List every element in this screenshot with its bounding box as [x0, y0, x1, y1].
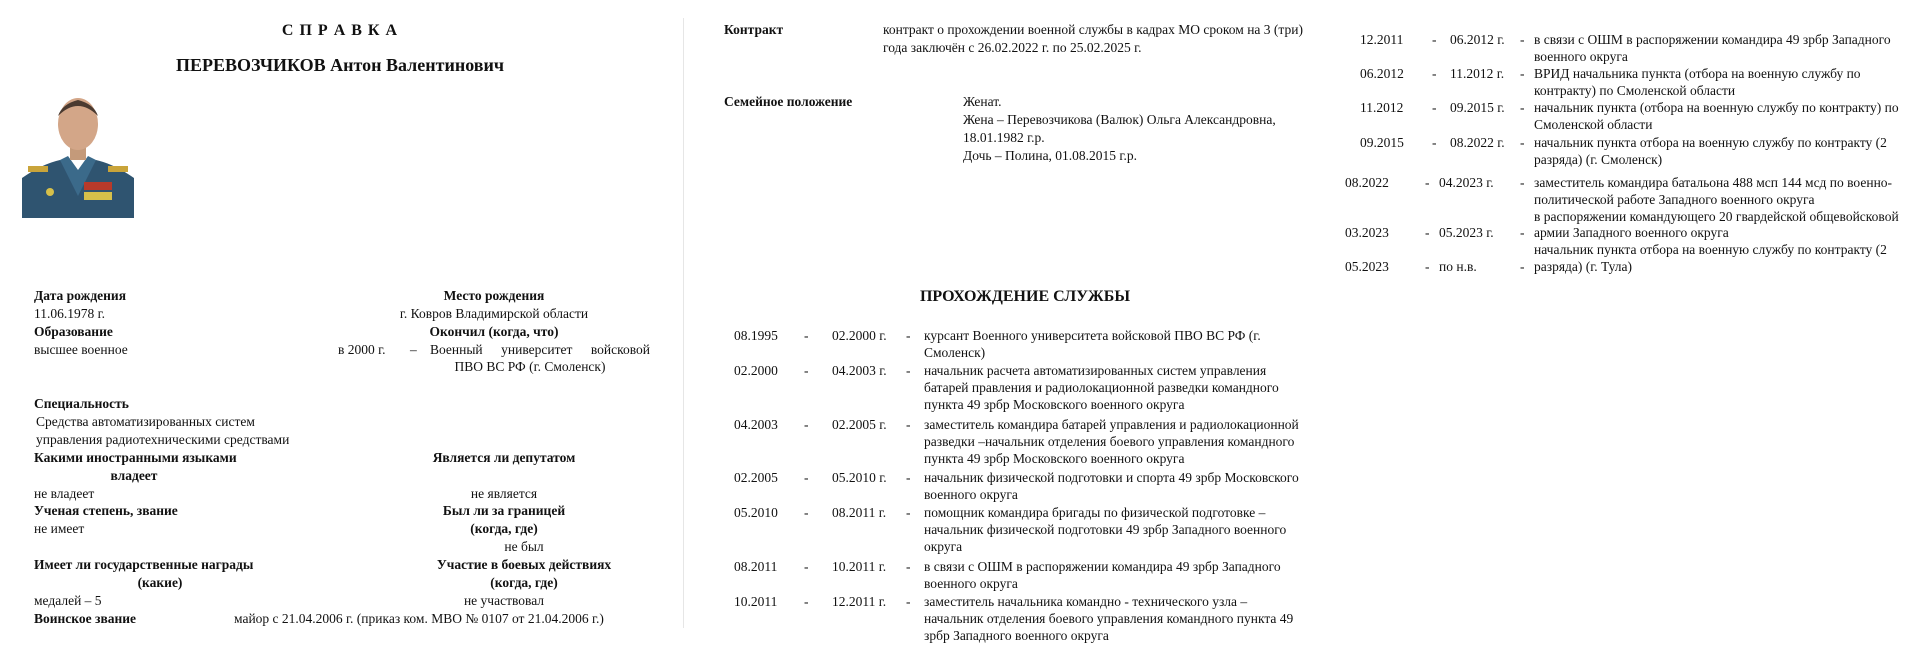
- service-date-from: 08.2011: [734, 559, 778, 574]
- specialty-line-1: Средства автоматизированных систем: [36, 414, 255, 429]
- awards-value: медалей – 5: [34, 593, 102, 608]
- service-date-dash: -: [1425, 259, 1430, 274]
- service-text-line: военного округа: [924, 487, 1018, 502]
- service-date-from: 11.2012: [1360, 100, 1404, 115]
- combat-label-2: (когда, где): [490, 575, 558, 590]
- service-text-dash: -: [1520, 175, 1525, 190]
- service-text-dash: -: [906, 505, 911, 520]
- languages-label: Какими иностранными языками: [34, 450, 237, 465]
- family-line-4: Дочь – Полина, 01.08.2015 г.р.: [963, 148, 1137, 163]
- service-text-dash: -: [1520, 66, 1525, 81]
- service-date-from: 03.2023: [1345, 225, 1389, 240]
- awards-label-2: (какие): [137, 575, 183, 590]
- languages-value: не владеет: [34, 486, 95, 501]
- service-text-line: Смоленск): [924, 345, 986, 360]
- service-text-line: контракту) по Смоленской области: [1534, 83, 1736, 98]
- service-date-to: 06.2012 г.: [1450, 32, 1505, 47]
- family-line-1: Женат.: [963, 94, 1002, 109]
- birth-date-value: 11.06.1978 г.: [34, 306, 106, 321]
- combat-value: не участвовал: [463, 593, 545, 608]
- service-date-to: 08.2022 г.: [1450, 135, 1505, 150]
- combat-label: Участие в боевых действиях: [436, 557, 612, 572]
- service-date-from: 12.2011: [1360, 32, 1404, 47]
- service-date-from: 10.2011: [734, 594, 778, 609]
- service-text-dash: -: [906, 417, 911, 432]
- service-text-line: политической работе Западного военного округа: [1534, 192, 1815, 207]
- languages-label-2: владеет: [110, 468, 158, 483]
- abroad-label: Был ли за границей: [442, 503, 566, 518]
- contract-label: Контракт: [724, 22, 784, 37]
- service-date-from: 02.2005: [734, 470, 778, 485]
- degree-value: не имеет: [34, 521, 85, 536]
- graduated-line-2: ПВО ВС РФ (г. Смоленск): [454, 359, 606, 374]
- service-date-dash: -: [804, 505, 809, 520]
- service-date-from: 04.2003: [734, 417, 778, 432]
- service-date-dash: -: [804, 328, 809, 343]
- service-text-line: пункта 49 зрбр Московского военного округа: [924, 451, 1185, 466]
- service-text-dash: -: [906, 328, 911, 343]
- degree-label: Ученая степень, звание: [34, 503, 178, 518]
- service-date-to: 05.2010 г.: [832, 470, 887, 485]
- service-text-line: зрбр Западного военного округа: [924, 628, 1109, 643]
- service-date-to: 09.2015 г.: [1450, 100, 1505, 115]
- contract-line-2: года заключён с 26.02.2022 г. по 25.02.2025 г.: [883, 40, 1142, 55]
- service-text-line: начальник физической подготовки 49 зрбр Западного военного: [924, 522, 1287, 537]
- service-date-to: 05.2023 г.: [1439, 225, 1494, 240]
- service-text-line: заместитель командира батальона 488 мсп 144 мсд по военно-: [1534, 175, 1893, 190]
- service-date-dash: -: [1432, 135, 1437, 150]
- service-text-line: заместитель командира батарей управления и радиолокационной: [924, 417, 1299, 432]
- service-date-to: 10.2011 г.: [832, 559, 887, 574]
- service-text-line: помощник командира бригады по физической подготовке –: [924, 505, 1266, 520]
- abroad-value: не был: [504, 539, 544, 554]
- service-text-line: курсант Военного университета войсковой ПВО ВС РФ (г.: [924, 328, 1261, 343]
- service-date-dash: -: [1432, 32, 1437, 47]
- service-text-line: округа: [924, 539, 963, 554]
- service-date-dash: -: [804, 363, 809, 378]
- service-text-line: заместитель начальника командно - технического узла –: [924, 594, 1248, 609]
- service-text-line: армии Западного военного округа: [1534, 225, 1729, 240]
- service-text-dash: -: [906, 363, 911, 378]
- service-text-line: начальник пункта отбора на военную службу по контракту (2: [1534, 135, 1887, 150]
- service-date-from: 06.2012: [1360, 66, 1404, 81]
- education-label: Образование: [34, 324, 113, 339]
- service-date-to: 04.2023 г.: [1439, 175, 1494, 190]
- service-title: ПРОХОЖДЕНИЕ СЛУЖБЫ: [919, 288, 1131, 305]
- service-text-line: в связи с ОШМ в распоряжении командира 49 зрбр Западного: [924, 559, 1281, 574]
- rank-value: майор с 21.04.2006 г. (приказ ком. МВО № 0107 от 21.04.2006 г.): [234, 611, 604, 626]
- service-text-line: в распоряжении командующего 20 гвардейской общевойсковой: [1534, 209, 1899, 224]
- service-date-from: 08.2022: [1345, 175, 1389, 190]
- birth-date-label: Дата рождения: [34, 288, 127, 303]
- service-text-line: военного округа: [1534, 49, 1628, 64]
- document-title: С П Р А В К А: [281, 22, 399, 39]
- service-date-from: 09.2015: [1360, 135, 1404, 150]
- service-date-dash: -: [1425, 175, 1430, 190]
- service-text-line: в связи с ОШМ в распоряжении командира 49 зрбр Западного: [1534, 32, 1891, 47]
- service-text-dash: -: [1520, 135, 1525, 150]
- service-date-from: 08.1995: [734, 328, 778, 343]
- service-date-to: 02.2000 г.: [832, 328, 887, 343]
- service-text-line: Смоленской области: [1534, 117, 1653, 132]
- specialty-line-2: управления радиотехническими средствами: [36, 432, 290, 447]
- service-text-dash: -: [906, 470, 911, 485]
- graduated-year: в 2000 г.: [338, 342, 386, 357]
- person-name: ПЕРЕВОЗЧИКОВ Антон Валентинович: [176, 55, 504, 75]
- service-date-dash: -: [804, 417, 809, 432]
- service-date-dash: -: [804, 559, 809, 574]
- service-date-dash: -: [1432, 100, 1437, 115]
- service-date-to: 12.2011 г.: [832, 594, 887, 609]
- service-date-dash: -: [1432, 66, 1437, 81]
- service-date-to: 04.2003 г.: [832, 363, 887, 378]
- birth-place-value: г. Ковров Владимирской области: [399, 306, 589, 321]
- graduated-label: Окончил (когда, что): [429, 324, 559, 339]
- family-line-3: 18.01.1982 г.р.: [963, 130, 1045, 145]
- contract-line-1: контракт о прохождении военной службы в кадрах МО сроком на 3 (три): [883, 22, 1303, 37]
- service-date-from: 02.2000: [734, 363, 778, 378]
- service-text-line: пункта 49 зрбр Московского военного округа: [924, 397, 1185, 412]
- service-date-dash: -: [1425, 225, 1430, 240]
- service-date-from: 05.2023: [1345, 259, 1389, 274]
- graduated-dash: –: [410, 342, 417, 357]
- deputy-value: не является: [470, 486, 538, 501]
- service-text-dash: -: [906, 594, 911, 609]
- birth-place-label: Место рождения: [443, 288, 545, 303]
- service-text-line: начальник пункта (отбора на военную службу по контракту) по: [1534, 100, 1899, 115]
- service-text-dash: -: [1520, 225, 1525, 240]
- service-text-line: начальник отделения боевого управления командного пункта 49: [924, 611, 1294, 626]
- service-date-to: 11.2012 г.: [1450, 66, 1505, 81]
- abroad-label-2: (когда, где): [470, 521, 538, 536]
- family-label: Семейное положение: [724, 94, 853, 109]
- service-date-to: 08.2011 г.: [832, 505, 887, 520]
- service-text-line: военного округа: [924, 576, 1018, 591]
- awards-label: Имеет ли государственные награды: [34, 557, 254, 572]
- service-text-line: начальник расчета автоматизированных систем управления: [924, 363, 1267, 378]
- service-date-to: 02.2005 г.: [832, 417, 887, 432]
- service-text-dash: -: [906, 559, 911, 574]
- service-text-dash: -: [1520, 259, 1525, 274]
- deputy-label: Является ли депутатом: [432, 450, 576, 465]
- service-text-line: ВРИД начальника пункта (отбора на военную службу по: [1534, 66, 1861, 81]
- service-text-line: начальник физической подготовки и спорта 49 зрбр Московского: [924, 470, 1299, 485]
- service-text-line: начальник пункта отбора на военную службу по контракту (2: [1534, 242, 1887, 257]
- family-line-2: Жена – Перевозчикова (Валюк) Ольга Александровна,: [963, 112, 1276, 127]
- service-text-line: разведки –начальник отделения боевого управления командного: [924, 434, 1295, 449]
- graduated-line-1: Военный университет войсковой: [430, 342, 650, 357]
- rank-label: Воинское звание: [34, 611, 137, 626]
- column-divider: [683, 18, 684, 628]
- service-date-to: по н.в.: [1439, 259, 1477, 274]
- service-text-line: батарей правления и радиолокационной разведки командного: [924, 380, 1279, 395]
- service-text-dash: -: [1520, 100, 1525, 115]
- education-value: высшее военное: [34, 342, 128, 357]
- service-text-line: разряда) (г. Смоленск): [1534, 152, 1663, 167]
- service-text-dash: -: [1520, 32, 1525, 47]
- service-date-dash: -: [804, 470, 809, 485]
- service-text-line: разряда) (г. Тула): [1534, 259, 1632, 274]
- specialty-label: Специальность: [34, 396, 129, 411]
- portrait-photo: [22, 86, 134, 218]
- service-date-dash: -: [804, 594, 809, 609]
- service-date-from: 05.2010: [734, 505, 778, 520]
